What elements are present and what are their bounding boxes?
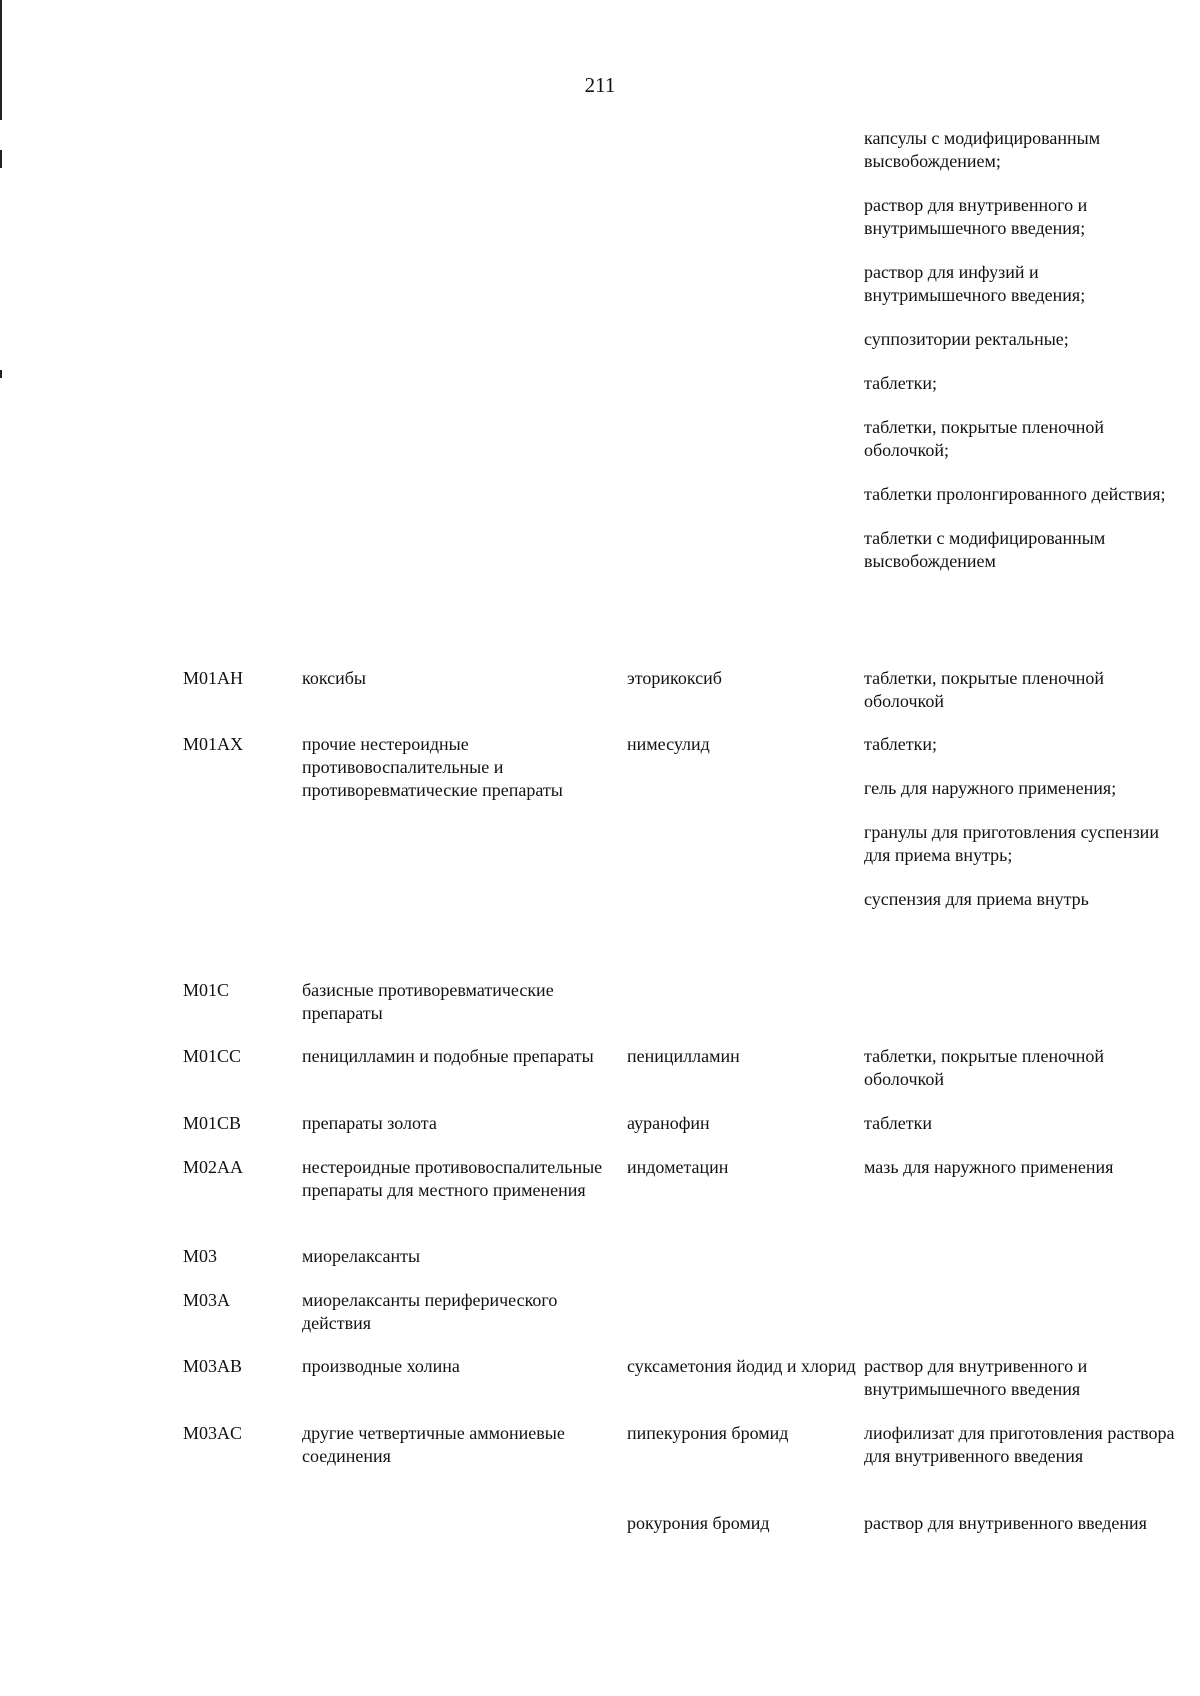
drug-name: эторикоксиб bbox=[627, 668, 722, 688]
dosage-form: таблетки пролонгированного действия; bbox=[864, 484, 1166, 504]
dosage-form: суспензия для приема внутрь bbox=[864, 889, 1089, 909]
atc-code: M03A bbox=[183, 1290, 231, 1310]
dosage-form: раствор для внутривенного введения bbox=[864, 1513, 1147, 1533]
carryover-forms bbox=[864, 127, 1184, 573]
dosage-form: таблетки, покрытые пленочной оболочкой; bbox=[864, 417, 1105, 460]
atc-code: M01AX bbox=[183, 734, 244, 754]
dosage-form: мазь для наружного применения bbox=[864, 1157, 1114, 1177]
atc-group: другие четвертичные аммониевые соединения bbox=[302, 1423, 565, 1466]
dosage-forms bbox=[864, 667, 1184, 713]
dosage-forms bbox=[864, 1355, 1184, 1401]
drug-name: рокурония бромид bbox=[627, 1513, 770, 1533]
dosage-forms bbox=[864, 1512, 1184, 1535]
dosage-forms bbox=[864, 1112, 1184, 1135]
atc-code: M01C bbox=[183, 980, 230, 1000]
drug-name: ауранофин bbox=[627, 1113, 710, 1133]
atc-code: M01CB bbox=[183, 1113, 242, 1133]
atc-group: препараты золота bbox=[302, 1113, 437, 1133]
scan-edge-mark bbox=[0, 370, 2, 378]
drug-name: нимесулид bbox=[627, 734, 710, 754]
atc-group: нестероидные противовоспалительные препараты для местного применения bbox=[302, 1157, 603, 1200]
dosage-forms bbox=[864, 733, 1184, 911]
dosage-form: суппозитории ректальные; bbox=[864, 329, 1069, 349]
page-number: 211 bbox=[584, 73, 616, 97]
dosage-forms bbox=[864, 1422, 1184, 1468]
dosage-form: лиофилизат для приготовления раствора для внутривенного введения bbox=[864, 1423, 1175, 1466]
atc-group: базисные противоревматические препараты bbox=[302, 980, 554, 1023]
drug-name: пипекурония бромид bbox=[627, 1423, 789, 1443]
dosage-form: гранулы для приготовления суспензии для приема внутрь; bbox=[864, 822, 1159, 865]
atc-group: производные холина bbox=[302, 1356, 460, 1376]
atc-group: пеницилламин и подобные препараты bbox=[302, 1046, 594, 1066]
dosage-form: гель для наружного применения; bbox=[864, 778, 1117, 798]
dosage-forms bbox=[864, 1045, 1184, 1091]
atc-code: M03 bbox=[183, 1246, 218, 1266]
drug-name: пеницилламин bbox=[627, 1046, 740, 1066]
dosage-form: таблетки с модифицированным высвобождением bbox=[864, 528, 1106, 571]
dosage-form: таблетки, покрытые пленочной оболочкой bbox=[864, 668, 1105, 711]
atc-code: M02AA bbox=[183, 1157, 244, 1177]
drug-name: суксаметония йодид и хлорид bbox=[627, 1356, 856, 1376]
atc-code: M01CC bbox=[183, 1046, 242, 1066]
dosage-form: таблетки; bbox=[864, 734, 938, 754]
dosage-form: раствор для внутривенного и внутримышечного введения bbox=[864, 1356, 1088, 1399]
dosage-form: раствор для инфузий и внутримышечного введения; bbox=[864, 262, 1086, 305]
dosage-form: капсулы с модифицированным высвобождением; bbox=[864, 128, 1101, 171]
atc-group: коксибы bbox=[302, 668, 367, 688]
scan-edge-mark bbox=[0, 0, 2, 120]
dosage-form: таблетки bbox=[864, 1113, 933, 1133]
atc-group: прочие нестероидные противовоспалительные и противоревматические препараты bbox=[302, 734, 563, 800]
atc-code: M03AB bbox=[183, 1356, 243, 1376]
atc-group: миорелаксанты периферического действия bbox=[302, 1290, 558, 1333]
dosage-forms bbox=[864, 1156, 1184, 1179]
atc-code: M03AC bbox=[183, 1423, 243, 1443]
atc-code: M01AH bbox=[183, 668, 244, 688]
dosage-form: таблетки; bbox=[864, 373, 938, 393]
atc-group: миорелаксанты bbox=[302, 1246, 421, 1266]
dosage-form: таблетки, покрытые пленочной оболочкой bbox=[864, 1046, 1105, 1089]
scan-edge-mark bbox=[0, 150, 2, 168]
drug-name: индометацин bbox=[627, 1157, 729, 1177]
dosage-form: раствор для внутривенного и внутримышечного введения; bbox=[864, 195, 1088, 238]
